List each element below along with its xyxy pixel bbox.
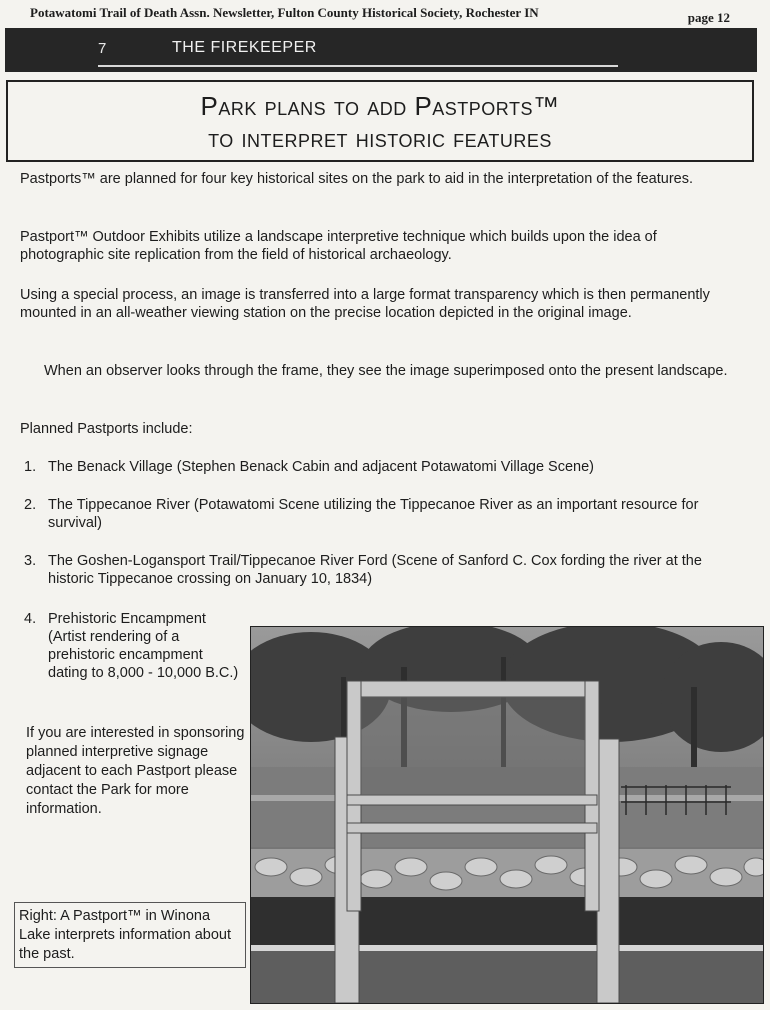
list-text: The Benack Village (Stephen Benack Cabin and adjacent Potawatomi Village Scene) [48,459,594,475]
list-number: 4. [24,611,37,627]
paragraph-5: Planned Pastports include: [20,421,193,437]
list-item [24,552,736,588]
list-number: 3. [24,553,37,569]
list-number: 1. [24,459,37,475]
masthead: Potawatomi Trail of Death Assn. Newsletter, Fulton County Historical Society, Rochester IN [30,5,539,20]
newsletter-banner [5,28,757,72]
issue-number: 7 [98,40,107,57]
pastport-photo-illustration [251,627,763,1003]
list-text: The Goshen-Logansport Trail/Tippecanoe River Ford (Scene of Sanford C. Cox fording the river at the historic Tippecanoe crossing on January 10, 1834) [48,553,702,587]
sponsor-note: If you are interested in sponsoring planned interpretive signage adjacent to each Pastport please contact the Park for more information. [26,725,245,817]
list-item [24,610,244,682]
paragraph-3: Using a special process, an image is transferred into a large format transparency which is then permanently mounted in an all-weather viewing station on the precise location depicted in the original image. [20,287,710,321]
newsletter-name: THE FIREKEEPER [172,39,317,56]
photo-caption: Right: A Pastport™ in Winona Lake interprets information about the past. [14,902,246,968]
list-item [24,458,736,476]
list-item [24,496,736,532]
list-text: Prehistoric Encampment (Artist rendering of a prehistoric encampment dating to 8,000 - 10,000 B.C.) [48,611,239,681]
paragraph-4: When an observer looks through the frame, they see the image superimposed onto the present landscape. [44,363,728,379]
title-line-2: to interpret historic features [208,123,552,153]
paragraph-1: Pastports™ are planned for four key historical sites on the park to aid in the interpretation of the features. [20,171,694,187]
pastport-photo [250,626,764,1004]
page-number: page 12 [687,10,730,25]
list-text: The Tippecanoe River (Potawatomi Scene utilizing the Tippecanoe River as an important resource for survival) [48,497,699,531]
article-title [6,80,754,162]
paragraph-2: Pastport™ Outdoor Exhibits utilize a landscape interpretive technique which builds upon the idea of photographic site replication from the field of historical archaeology. [20,229,657,263]
banner-rule [98,65,618,67]
title-line-1: Park plans to add Pastports™ [200,91,560,121]
list-number: 2. [24,497,37,513]
